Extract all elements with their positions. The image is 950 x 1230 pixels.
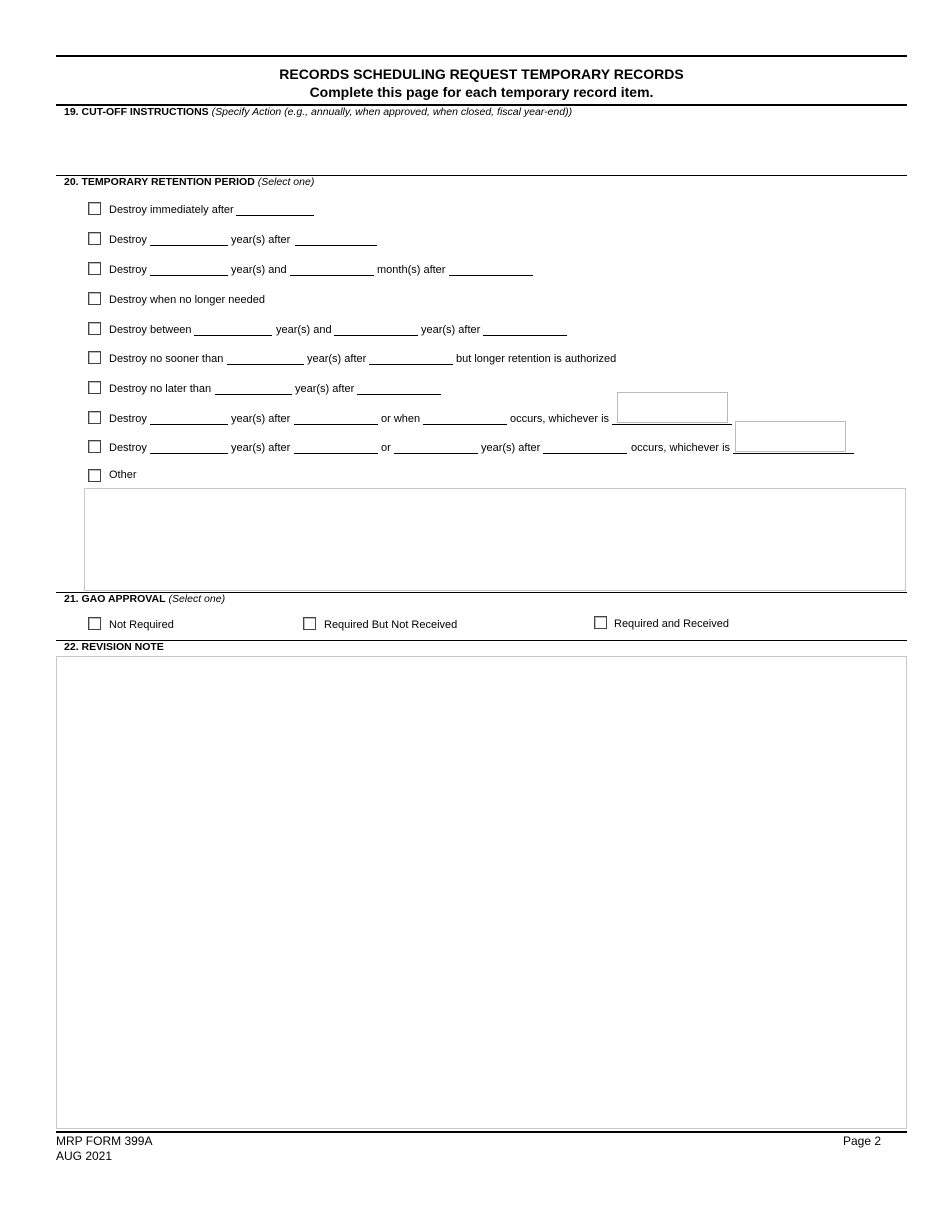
gao-required-received-checkbox[interactable] (594, 616, 607, 629)
retention-option-9-years-blank[interactable] (150, 453, 228, 454)
retention-option-8-whichever-select[interactable] (617, 392, 728, 423)
section-21-label: 21. GAO APPROVAL (Select one) (64, 593, 226, 605)
form-number: MRP FORM 399A (56, 1134, 153, 1148)
retention-option-5-after-text: year(s) after (421, 324, 481, 336)
retention-option-9-checkbox[interactable] (88, 440, 101, 453)
section-21-rule (56, 640, 907, 641)
section-22-label: 22. REVISION NOTE (64, 641, 164, 653)
retention-option-9-whichever-select[interactable] (735, 421, 846, 452)
retention-option-9-years-text: year(s) after (231, 442, 291, 454)
retention-option-9-second-after-blank[interactable] (543, 453, 627, 454)
retention-option-6-label: Destroy no sooner than (109, 353, 224, 365)
other-retention-text-area[interactable] (84, 488, 906, 591)
retention-option-7-after-blank[interactable] (357, 394, 441, 395)
retention-option-2-years-text: year(s) after (231, 234, 291, 246)
retention-option-3-checkbox[interactable] (88, 262, 101, 275)
retention-option-5-after-blank[interactable] (483, 335, 567, 336)
footer-rule (56, 1131, 907, 1133)
retention-option-6-after-blank[interactable] (369, 364, 453, 365)
gao-not-required-label: Not Required (109, 619, 174, 631)
retention-option-9-label: Destroy (109, 442, 147, 454)
retention-option-8-whichever-blank (612, 424, 732, 425)
retention-option-9-second-years-blank[interactable] (394, 453, 478, 454)
section-19-label: 19. CUT-OFF INSTRUCTIONS (Specify Action (e.g., annually, when approved, when closed, fiscal year-end)) (64, 106, 573, 118)
retention-option-9-whichever-blank (733, 453, 854, 454)
retention-option-6-checkbox[interactable] (88, 351, 101, 364)
gao-not-required-checkbox[interactable] (88, 617, 101, 630)
section-20-label: 20. TEMPORARY RETENTION PERIOD (Select one) (64, 176, 315, 188)
retention-option-1-checkbox[interactable] (88, 202, 101, 215)
retention-option-7-label: Destroy no later than (109, 383, 212, 395)
retention-option-6-tail-text: but longer retention is authorized (456, 353, 617, 365)
retention-option-8-after-blank[interactable] (294, 424, 378, 425)
retention-option-8-whichever-text: occurs, whichever is (510, 413, 610, 425)
retention-option-8-event-blank[interactable] (423, 424, 507, 425)
retention-option-1-blank[interactable] (236, 215, 314, 216)
retention-option-2-after-blank[interactable] (295, 245, 377, 246)
retention-option-8-or-when-text: or when (381, 413, 421, 425)
retention-option-8-years-text: year(s) after (231, 413, 291, 425)
retention-option-2-years-blank[interactable] (150, 245, 228, 246)
retention-option-3-label: Destroy (109, 264, 147, 276)
retention-option-5-label: Destroy between (109, 324, 192, 336)
page-number: Page 2 (843, 1134, 882, 1148)
retention-option-6-years-blank[interactable] (227, 364, 304, 365)
retention-option-6-years-text: year(s) after (307, 353, 367, 365)
top-rule (56, 55, 907, 57)
retention-option-other-checkbox[interactable] (88, 469, 101, 482)
retention-option-9-after-blank[interactable] (294, 453, 378, 454)
retention-option-5-checkbox[interactable] (88, 322, 101, 335)
gao-required-received-label: Required and Received (614, 618, 729, 630)
page-subtitle: Complete this page for each temporary record item. (309, 84, 654, 100)
retention-option-other-label: Other (109, 469, 137, 481)
retention-option-5-from-blank[interactable] (194, 335, 272, 336)
gao-required-not-received-checkbox[interactable] (303, 617, 316, 630)
page-title: RECORDS SCHEDULING REQUEST TEMPORARY RECORDS (279, 66, 684, 82)
retention-option-9-whichever-text: occurs, whichever is (631, 442, 731, 454)
retention-option-7-checkbox[interactable] (88, 381, 101, 394)
retention-option-3-years-blank[interactable] (150, 275, 228, 276)
retention-option-4-checkbox[interactable] (88, 292, 101, 305)
retention-option-2-label: Destroy (109, 234, 147, 246)
revision-note-text-area[interactable] (56, 656, 907, 1129)
retention-option-3-years-text: year(s) and (231, 264, 287, 276)
retention-option-9-second-years-text: year(s) after (481, 442, 541, 454)
retention-option-4-label: Destroy when no longer needed (109, 294, 265, 306)
retention-option-8-checkbox[interactable] (88, 411, 101, 424)
retention-option-3-after-blank[interactable] (449, 275, 533, 276)
retention-option-8-years-blank[interactable] (150, 424, 228, 425)
retention-option-1-label: Destroy immediately after (109, 204, 234, 216)
retention-option-5-to-blank[interactable] (334, 335, 418, 336)
gao-required-not-received-label: Required But Not Received (324, 619, 458, 631)
retention-option-8-label: Destroy (109, 413, 147, 425)
retention-option-3-months-blank[interactable] (290, 275, 374, 276)
cut-off-instructions-field[interactable] (56, 120, 907, 174)
retention-option-2-checkbox[interactable] (88, 232, 101, 245)
retention-option-7-years-text: year(s) after (295, 383, 355, 395)
retention-option-3-months-text: month(s) after (377, 264, 446, 276)
retention-option-9-or-text: or (381, 442, 391, 454)
retention-option-5-and-text: year(s) and (276, 324, 332, 336)
retention-option-7-years-blank[interactable] (215, 394, 292, 395)
form-date: AUG 2021 (56, 1149, 113, 1163)
